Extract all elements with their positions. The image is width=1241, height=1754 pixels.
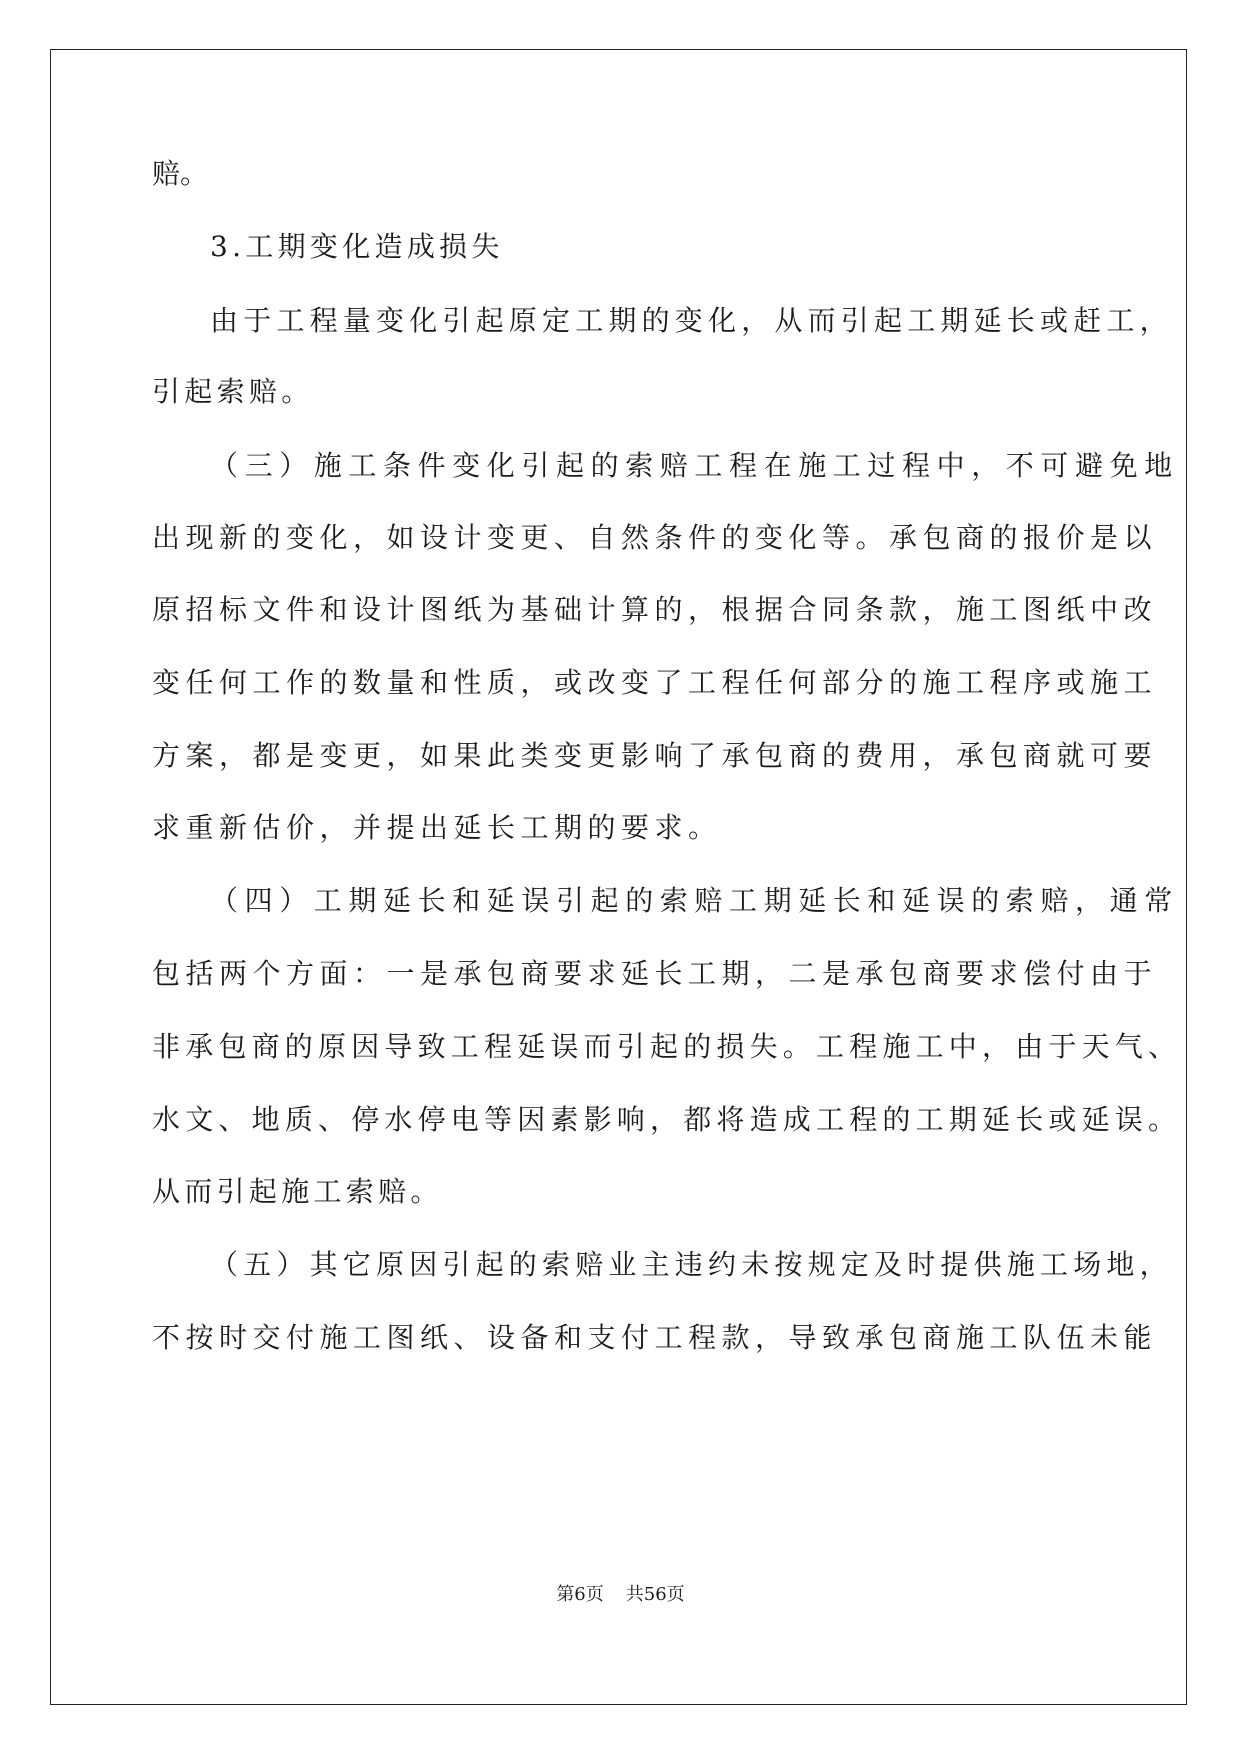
page-number: 第6页 [556, 1584, 604, 1605]
body-line-6: 出现新的变化，如设计变更、自然条件的变化等。承包商的报价是以 [152, 521, 1158, 554]
body-line-4: 引起索赔。 [152, 375, 314, 408]
body-line-9: 方案，都是变更，如果此类变更影响了承包商的费用，承包商就可要 [152, 739, 1158, 772]
paragraph-five-start: （五）其它原因引起的索赔业主违约未按规定及时提供施工场地， [210, 1248, 1173, 1281]
paragraph-three-start: （三）施工条件变化引起的索赔工程在施工过程中，不可避免地 [210, 449, 1179, 482]
body-line-14: 水文、地质、停水停电等因素影响，都将造成工程的工期延长或延误。 [152, 1103, 1182, 1136]
body-line-10: 求重新估价，并提出延长工期的要求。 [152, 811, 722, 844]
section-heading-3: 3.工期变化造成损失 [210, 230, 504, 263]
body-line-3: 由于工程量变化引起原定工期的变化，从而引起工期延长或赶工， [210, 304, 1173, 337]
body-line-7: 原招标文件和设计图纸为基础计算的，根据合同条款，施工图纸中改 [152, 593, 1158, 626]
paragraph-four-start: （四）工期延长和延误引起的索赔工期延长和延误的索赔，通常 [210, 884, 1179, 917]
body-line-13: 非承包商的原因导致工程延误而引起的损失。工程施工中，由于天气、 [152, 1030, 1182, 1063]
body-line-17: 不按时交付施工图纸、设备和支付工程款，导致承包商施工队伍未能 [152, 1321, 1158, 1354]
body-line-8: 变任何工作的数量和性质，或改变了工程任何部分的施工程序或施工 [152, 666, 1158, 699]
page-footer [0, 1582, 1241, 1608]
body-line-15: 从而引起施工索赔。 [152, 1175, 443, 1208]
body-line-1: 赔。 [152, 157, 209, 190]
total-pages: 共56页 [625, 1584, 685, 1605]
page-border [50, 49, 1187, 1705]
body-line-12: 包括两个方面：一是承包商要求延长工期，二是承包商要求偿付由于 [152, 957, 1158, 990]
